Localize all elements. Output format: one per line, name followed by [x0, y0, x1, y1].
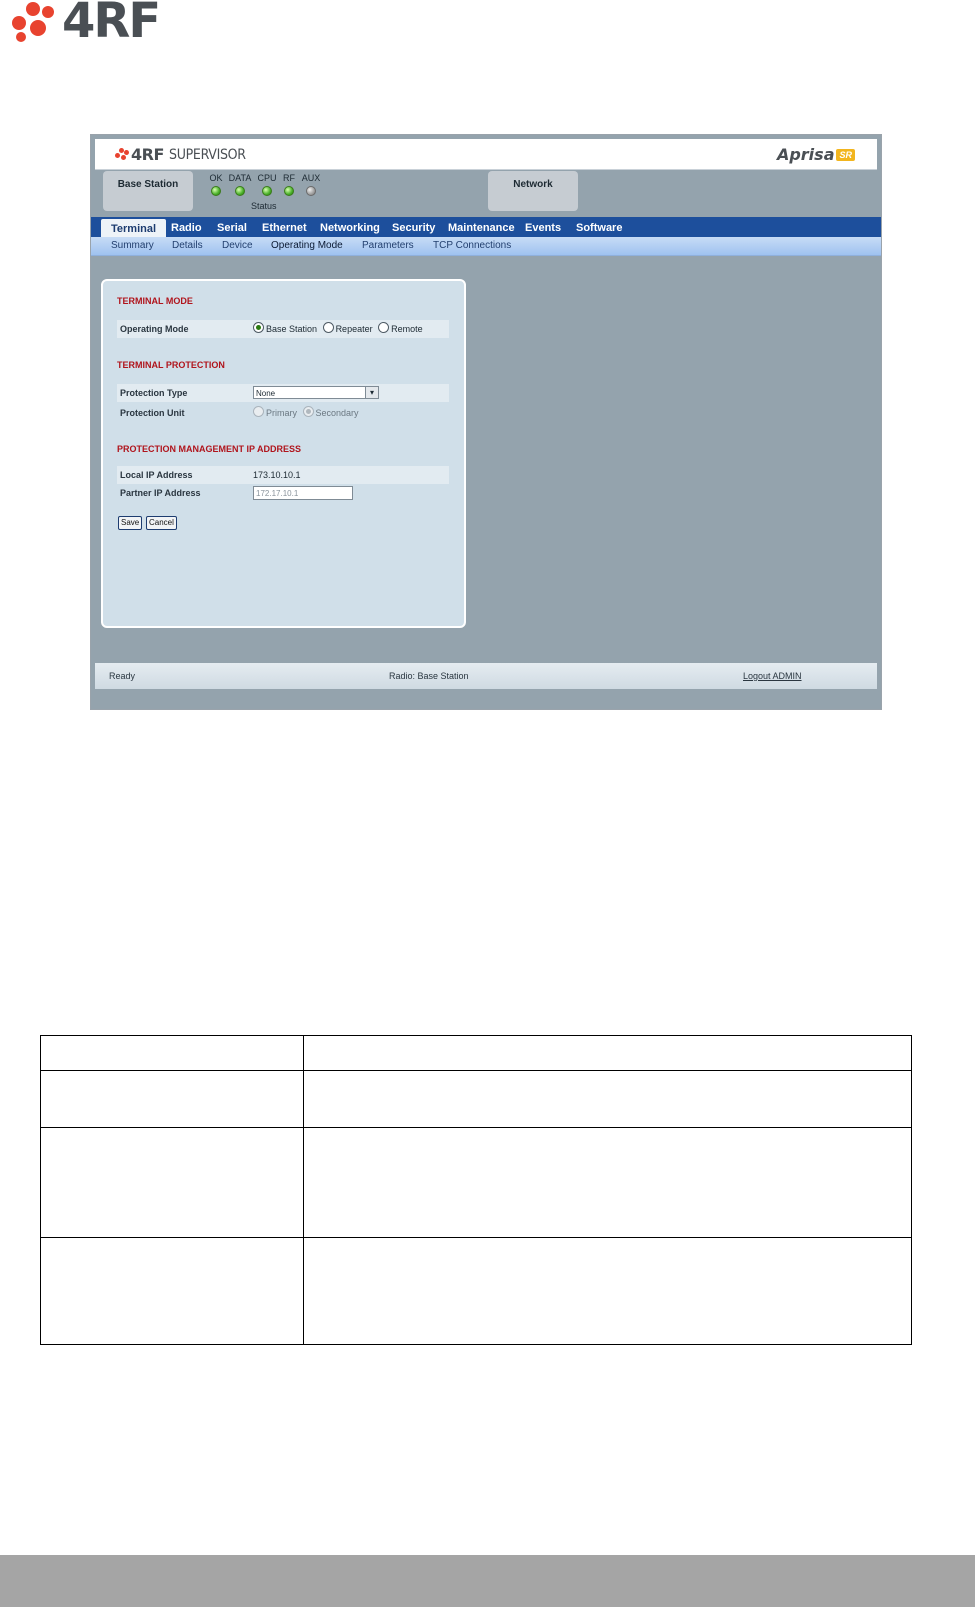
supervisor-window — [90, 134, 882, 710]
terminal-protection-title: TERMINAL PROTECTION — [117, 360, 225, 370]
base-station-box[interactable]: Base Station — [103, 171, 193, 211]
product-badge: SR — [836, 149, 855, 161]
protection-unit-row — [117, 404, 449, 422]
tab-ethernet[interactable]: Ethernet — [262, 222, 307, 234]
operating-mode-panel — [101, 279, 466, 628]
radio-remote[interactable] — [378, 322, 389, 333]
table-cell — [41, 1128, 304, 1238]
save-button[interactable]: Save — [118, 516, 142, 530]
radio-repeater[interactable] — [323, 322, 334, 333]
logo-text: 4RF — [62, 0, 160, 49]
table-cell — [41, 1238, 304, 1345]
led-rf-icon — [284, 186, 294, 196]
table-cell — [41, 1036, 304, 1071]
tab-radio[interactable]: Radio — [171, 222, 202, 234]
protection-unit-label: Protection Unit — [120, 408, 185, 418]
subtab-details[interactable]: Details — [172, 240, 203, 251]
protection-unit-options: Primary Secondary — [253, 404, 362, 422]
table-cell — [304, 1238, 912, 1345]
partner-ip-row — [117, 484, 449, 502]
local-ip-label: Local IP Address — [120, 470, 193, 480]
led-aux-icon — [306, 186, 316, 196]
led-data: DATA — [228, 172, 252, 196]
logo-word: SUPERVISOR — [169, 147, 246, 163]
led-rf: RF — [277, 172, 301, 196]
partner-ip-label: Partner IP Address — [120, 488, 201, 498]
table-row — [41, 1036, 912, 1071]
main-nav — [91, 217, 881, 237]
chevron-down-icon[interactable]: ▾ — [365, 387, 378, 398]
led-cpu: CPU — [255, 172, 279, 196]
logo-dots-icon — [10, 0, 60, 46]
tab-networking[interactable]: Networking — [320, 222, 380, 234]
logout-link[interactable]: Logout ADMIN — [743, 671, 802, 681]
radio-base-station[interactable] — [253, 322, 264, 333]
network-box[interactable]: Network — [488, 171, 578, 211]
subtab-summary[interactable]: Summary — [111, 240, 154, 251]
sub-nav — [91, 237, 881, 256]
product-logo — [777, 145, 855, 165]
form-buttons — [118, 516, 238, 530]
led-ok-icon — [211, 186, 221, 196]
radio-primary[interactable] — [253, 406, 264, 417]
led-cpu-icon — [262, 186, 272, 196]
tab-terminal[interactable]: Terminal — [101, 219, 166, 237]
footer-mode: Radio: Base Station — [389, 671, 469, 681]
protection-type-select[interactable]: None ▾ — [253, 386, 379, 399]
tab-software[interactable]: Software — [576, 222, 623, 234]
mini-logo-dots-icon — [115, 148, 129, 162]
product-name: Aprisa — [776, 145, 835, 164]
terminal-mode-title: TERMINAL MODE — [117, 296, 193, 306]
led-data-icon — [235, 186, 245, 196]
table-row — [41, 1071, 912, 1128]
table-cell — [304, 1071, 912, 1128]
table-cell — [304, 1128, 912, 1238]
footer-status: Ready — [109, 671, 136, 681]
operating-mode-options: Base Station Repeater Remote — [253, 320, 426, 338]
leds-caption: Status — [251, 201, 277, 211]
table-row — [41, 1128, 912, 1238]
tab-security[interactable]: Security — [392, 222, 436, 234]
table-cell — [304, 1036, 912, 1071]
tab-maintenance[interactable]: Maintenance — [448, 222, 515, 234]
partner-ip-input[interactable]: 172.17.10.1 — [253, 486, 353, 500]
table-cell — [41, 1071, 304, 1128]
protection-mgmt-title: PROTECTION MANAGEMENT IP ADDRESS — [117, 444, 302, 454]
subtab-tcp-connections[interactable]: TCP Connections — [433, 240, 512, 251]
logo-brand: 4RF — [131, 145, 164, 164]
radio-secondary[interactable] — [303, 406, 314, 417]
tab-serial[interactable]: Serial — [217, 222, 247, 234]
table-row — [41, 1238, 912, 1345]
subtab-operating-mode[interactable]: Operating Mode — [271, 240, 343, 251]
page-footer-band — [0, 1555, 975, 1607]
document-table — [40, 1035, 912, 1345]
tab-events[interactable]: Events — [525, 222, 562, 234]
protection-type-label: Protection Type — [120, 388, 188, 398]
local-ip-row — [117, 466, 449, 484]
status-footer — [95, 663, 877, 689]
app-header — [95, 139, 877, 170]
protection-type-row — [117, 384, 449, 402]
status-bar — [91, 170, 881, 220]
status-leds — [209, 172, 329, 216]
led-ok: OK — [204, 172, 228, 196]
operating-mode-row — [117, 320, 449, 338]
subtab-device[interactable]: Device — [222, 240, 253, 251]
cancel-button[interactable]: Cancel — [146, 516, 177, 530]
operating-mode-label: Operating Mode — [120, 324, 189, 334]
led-aux: AUX — [299, 172, 323, 196]
document-logo — [10, 0, 210, 49]
subtab-parameters[interactable]: Parameters — [362, 240, 414, 251]
local-ip-value: 173.10.10.1 — [253, 470, 301, 480]
